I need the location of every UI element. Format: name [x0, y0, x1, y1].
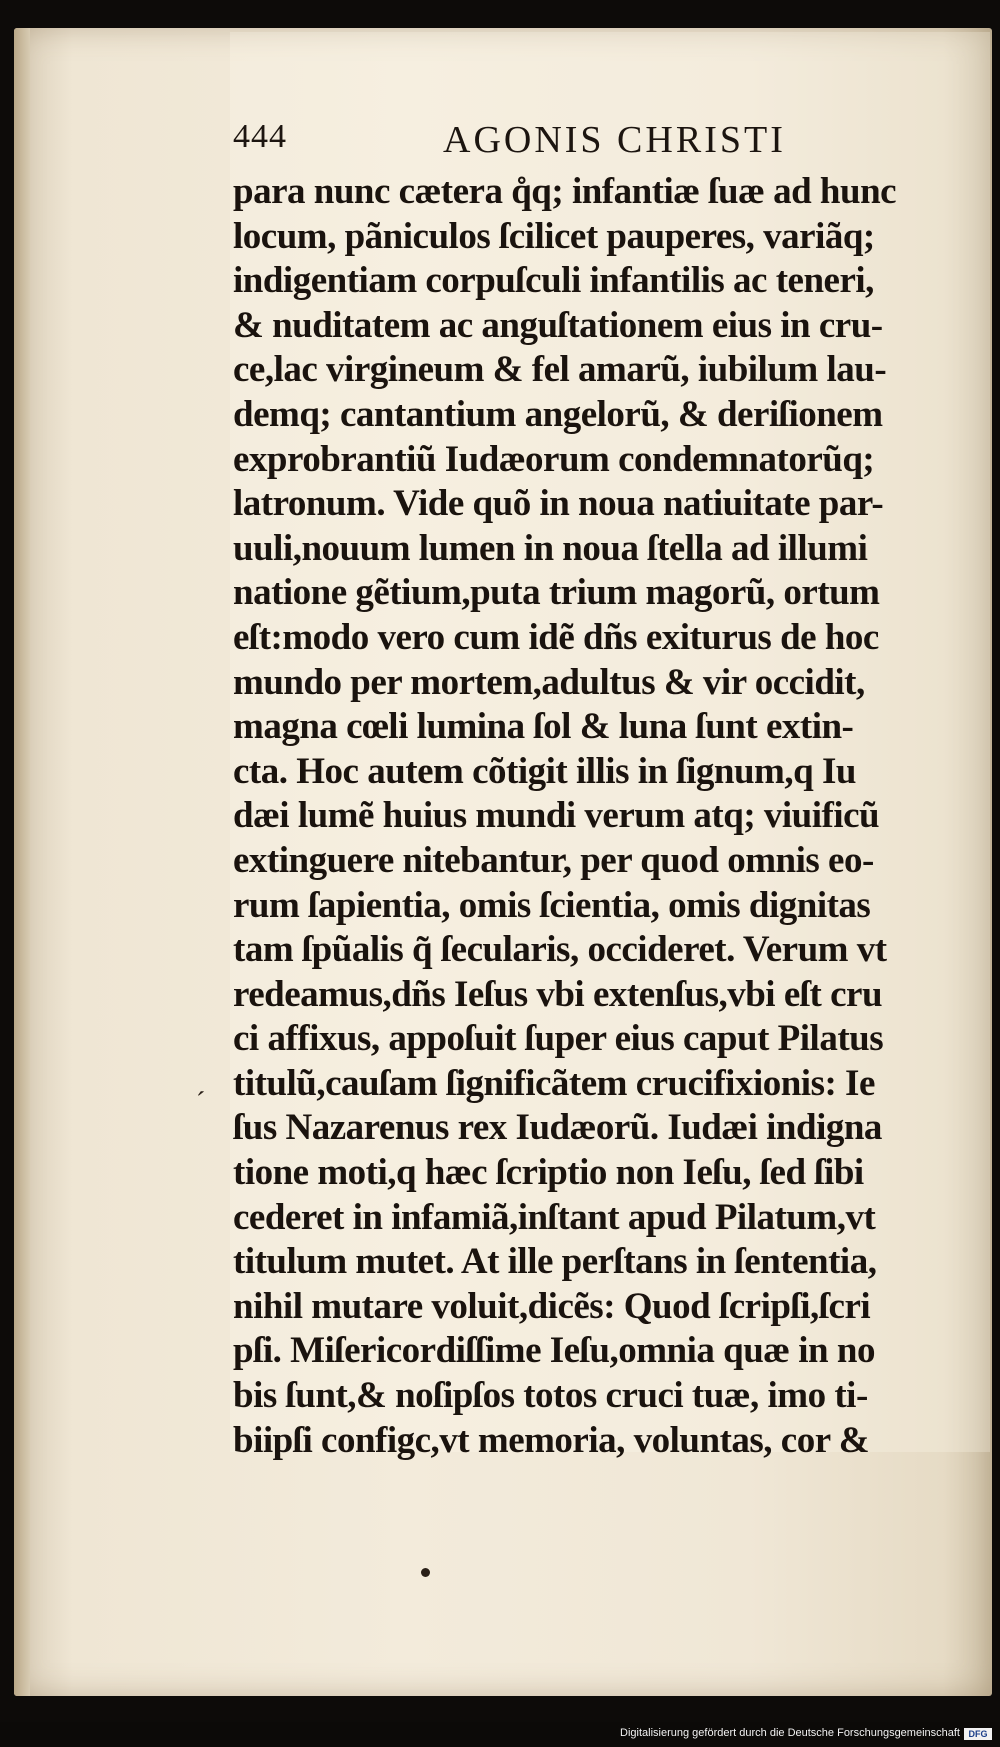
- text-line: titulum mutet. At ille perſtans in ſententia,: [233, 1241, 877, 1283]
- text-line: bis ſunt,& noſipſos totos cruci tuæ, imo ti-: [233, 1375, 868, 1417]
- text-line: titulũ,cauſam ſignificãtem crucifixionis: Ie: [233, 1062, 875, 1104]
- margin-mark: ˊ: [196, 1087, 206, 1118]
- text-line: indigentiam corpuſculi infantilis ac teneri,: [233, 260, 874, 302]
- text-line: uuli,nouum lumen in noua ſtella ad illumi: [233, 527, 868, 569]
- text-line: magna cœli lumina ſol & luna ſunt extin-: [233, 706, 854, 748]
- text-line: tione moti,q hæc ſcriptio non Ieſu, ſed ſibi: [233, 1152, 864, 1194]
- text-line: exprobrantiũ Iudæorum condemnatorũq;: [233, 438, 875, 480]
- footer-credit: Digitalisierung gefördert durch die Deutsche Forschungsgemeinschaft: [620, 1727, 960, 1739]
- text-line: latronum. Vide quõ in noua natiuitate par-: [233, 483, 884, 525]
- ink-dot: [421, 1568, 430, 1577]
- text-line: dæi lumẽ huius mundi verum atq; viuificũ: [233, 795, 880, 837]
- text-line: redeamus,dñs Ieſus vbi extenſus,vbi eſt cru: [233, 973, 883, 1015]
- text-line: biipſi configc,vt memoria, voluntas, cor &: [233, 1419, 870, 1461]
- text-line: natione gẽtium,puta trium magorũ, ortum: [233, 572, 880, 614]
- text-line: mundo per mortem,adultus & vir occidit,: [233, 661, 865, 703]
- text-line: extinguere nitebantur, per quod omnis eo-: [233, 839, 874, 881]
- text-line: ſus Nazarenus rex Iudæorũ. Iudæi indigna: [233, 1107, 882, 1149]
- page-header: [233, 118, 933, 168]
- text-line: ci affixus, appoſuit ſuper eius caput Pilatus: [233, 1018, 884, 1060]
- text-line: & nuditatem ac anguſtationem eius in cru-: [233, 304, 883, 346]
- text-line: nihil mutare voluit,dicẽs: Quod ſcripſi,ſcri: [233, 1285, 871, 1327]
- text-line: tam ſpũalis q̃ ſecularis, occideret. Verum vt: [233, 929, 887, 971]
- text-line: demq; cantantium angelorũ, & deriſionem: [233, 393, 883, 435]
- text-line: eſt:modo vero cum idẽ dñs exiturus de hoc: [233, 616, 879, 658]
- body-text: [233, 170, 943, 1463]
- page-edge: [14, 28, 30, 1696]
- running-title: AGONIS CHRISTI: [443, 119, 786, 161]
- dfg-logo: DFG: [964, 1728, 992, 1740]
- text-line: cederet in infamiã,inſtant apud Pilatum,vt: [233, 1196, 876, 1238]
- text-line: pſi. Miſericordiſſime Ieſu,omnia quæ in no: [233, 1330, 875, 1372]
- text-line: locum, pãniculos ſcilicet pauperes, variãq;: [233, 215, 875, 257]
- page-number: 444: [233, 118, 287, 155]
- text-line: cta. Hoc autem cõtigit illis in ſignum,q Iu: [233, 750, 856, 792]
- text-line: rum ſapientia, omis ſcientia, omis dignitas: [233, 884, 871, 926]
- text-line: ce,lac virgineum & fel amarũ, iubilum lau-: [233, 349, 887, 391]
- text-line: para nunc cætera q̊q; infantiæ ſuæ ad hunc: [233, 171, 897, 212]
